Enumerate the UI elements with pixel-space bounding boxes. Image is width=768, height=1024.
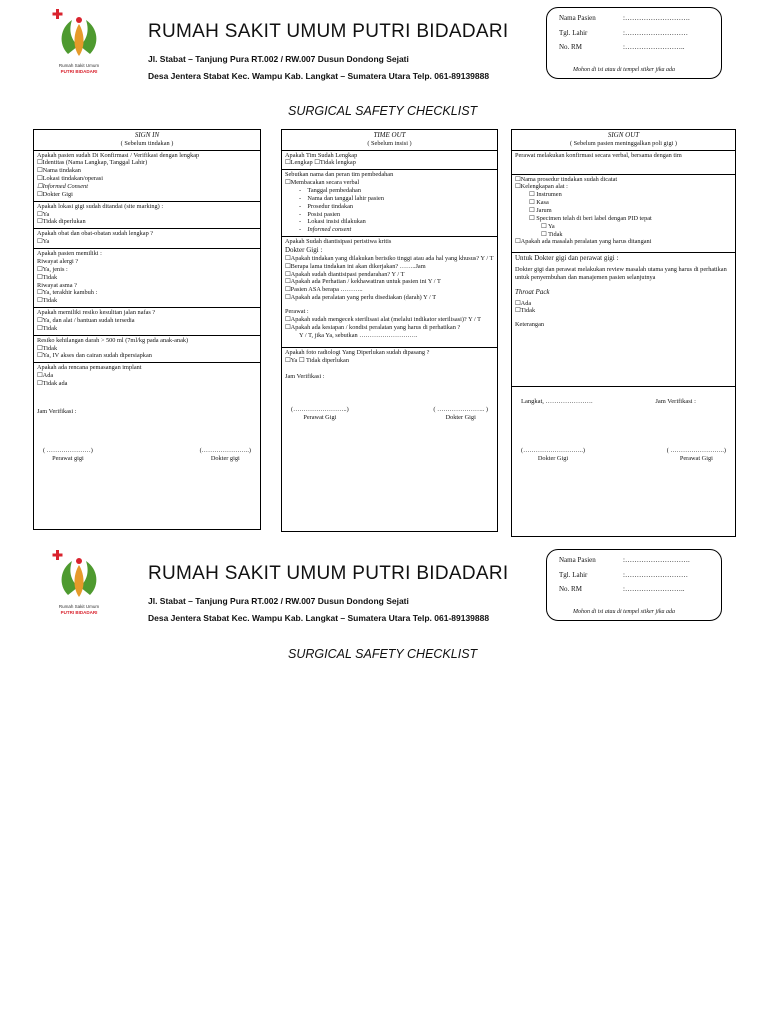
checkbox-implant-yes[interactable]: ☐Ada bbox=[37, 372, 54, 380]
sign-in-section-blood-loss bbox=[34, 336, 260, 364]
list-item-incision-text: Lokasi insisi dilakukan bbox=[307, 218, 366, 226]
time-out-verification-time[interactable]: Jam Verifikasi : bbox=[285, 373, 325, 381]
sign-in-q1: Apakah pasien sudah Di Konfirmasi / Verifikasi dengan lengkap bbox=[37, 151, 200, 159]
time-out-section-team bbox=[282, 151, 497, 171]
sign-in-signatures bbox=[37, 447, 257, 463]
sign-in-section-history bbox=[34, 249, 260, 308]
checkbox-bleeding[interactable]: ☐Apakah sudah diantisipasi pendarahan? Y / T bbox=[285, 270, 405, 278]
time-out-section-roles bbox=[282, 170, 497, 237]
sign-in-sig-nurse-label: Perawat gigi bbox=[52, 454, 84, 462]
time-out-sig-nurse-label: Perawat Gigi bbox=[303, 413, 337, 421]
sign-in-sig-dots-nurse[interactable]: ( …………………) bbox=[43, 446, 93, 454]
patient-rm-label-2: No. RM bbox=[559, 585, 582, 593]
equipment-specify[interactable]: Y / T, jika Ya, sebutkan ………………………. bbox=[299, 331, 418, 339]
checkbox-equipment-complete[interactable]: ☐Kelengkapan alat : bbox=[515, 183, 568, 191]
sign-in-section-implant bbox=[34, 363, 260, 490]
notes-label[interactable]: Keterangan bbox=[515, 321, 545, 329]
checkbox-implant-no[interactable]: ☐Tidak ada bbox=[37, 379, 68, 387]
place-date-field[interactable]: Langkat, …………………. bbox=[521, 398, 593, 406]
checkbox-procedure-location[interactable]: ☐Lokasi tindakan/operasi bbox=[37, 175, 103, 183]
patient-identity-box bbox=[546, 7, 722, 79]
list-item-patient: - Nama dan tanggal lahir pasien bbox=[299, 194, 384, 202]
patient-dob-value[interactable]: :……………………… bbox=[623, 29, 688, 37]
hospital-name: RUMAH SAKIT UMUM PUTRI BIDADARI bbox=[148, 21, 509, 42]
checkbox-blood-no[interactable]: ☐Tidak bbox=[37, 344, 58, 352]
checkbox-airway-no[interactable]: ☐Tidak bbox=[37, 324, 58, 332]
sign-out-section-review bbox=[512, 253, 735, 387]
sign-in-q6: Resiko kehilangan darah > 500 ml (7ml/kg pada anak-anak) bbox=[37, 336, 189, 344]
checkbox-asa[interactable]: ☐Pasien ASA berapa ……….. bbox=[285, 286, 363, 294]
patient-rm-value[interactable]: :…………………….. bbox=[623, 43, 685, 51]
address-line-2b: Desa Jentera Stabat Kec. Wampu Kab. Langkat – Sumatera Utara Telp. 061-89139888 bbox=[148, 613, 490, 623]
time-out-sig-dots-nurse[interactable]: (……………………..) bbox=[291, 405, 349, 413]
sign-out-q2: Untuk Dokter gigi dan perawat gigi : bbox=[515, 254, 619, 263]
address-line-1: Jl. Stabat – Tanjung Pura RT.002 / RW.007 Dusun Dondong Sejati bbox=[148, 54, 409, 64]
list-item-consent-text: Informed consent bbox=[307, 226, 352, 234]
logo-caption-2: PUTRI BIDADARI bbox=[60, 69, 98, 74]
sign-out-column bbox=[511, 129, 736, 537]
checkbox-airway-yes[interactable]: ☐Ya, dan alat / bantuan sudah tersedia bbox=[37, 316, 135, 324]
checkbox-dentist[interactable]: ☐Dokter Gigi bbox=[37, 190, 73, 198]
address-line-1b: Jl. Stabat – Tanjung Pura RT.002 / RW.007 Dusun Dondong Sejati bbox=[148, 596, 409, 606]
patient-name-label: Nama Pasien bbox=[559, 14, 596, 22]
sign-out-q1: Perawat melakukan konfirmasi secara verbal, bersama dengan tim bbox=[515, 151, 682, 159]
list-item-procedure-text: Prosedur tindakan bbox=[307, 202, 354, 210]
sign-in-section-medication bbox=[34, 229, 260, 249]
time-out-section-critical bbox=[282, 237, 497, 348]
checkbox-throat-pack-no[interactable]: ☐Tidak bbox=[515, 307, 536, 315]
review-text: Dokter gigi dan perawat melakukan review masalah utama yang harus di perhatikan untuk penyembuhan dan manajemen pasien selanjutnya bbox=[515, 266, 727, 281]
checkbox-allergy-no[interactable]: ☐Tidak bbox=[37, 273, 58, 281]
patient-box-note: Mohon di isi atau di tempel stiker jika ada bbox=[573, 67, 675, 73]
patient-identity-box-2 bbox=[546, 549, 722, 621]
checkbox-read-verbal[interactable]: ☐Membacakan secara verbal bbox=[285, 179, 360, 187]
checkbox-equipment-problem[interactable]: ☐Apakah ada masalah peralatan yang harus ditangani bbox=[515, 238, 652, 246]
sign-out-sig-nurse-label: Perawat Gigi bbox=[679, 455, 713, 463]
patient-rm-label: No. RM bbox=[559, 43, 582, 51]
patient-name-value[interactable]: :………………………. bbox=[623, 14, 690, 22]
checkbox-needle[interactable]: ☐ Jarum bbox=[529, 207, 552, 215]
hospital-name-2: RUMAH SAKIT UMUM PUTRI BIDADARI bbox=[148, 563, 509, 584]
time-out-q3: Apakah Sudah diantisipasi peristiwa kritis bbox=[285, 238, 392, 246]
patient-name-value-2[interactable]: :………………………. bbox=[623, 556, 690, 564]
sign-in-subtitle: ( Sebelum tindakan ) bbox=[120, 139, 174, 147]
time-out-sig-dots-dentist[interactable]: ( ………………….. ) bbox=[433, 405, 488, 413]
list-item-patient-text: Nama dan tanggal lahir pasien bbox=[307, 194, 384, 202]
sign-in-q7: Apakah ada rencana pemasangan implant bbox=[37, 364, 142, 372]
list-item-position-text: Posisi pasien bbox=[307, 210, 341, 218]
time-out-title: TIME OUT bbox=[373, 131, 406, 139]
patient-rm-value-2[interactable]: :…………………….. bbox=[623, 585, 685, 593]
time-out-signatures bbox=[285, 406, 494, 422]
sign-out-header bbox=[512, 130, 735, 151]
sign-in-q4: Apakah pasien memiliki : bbox=[37, 250, 102, 258]
sign-out-signatures bbox=[515, 447, 732, 463]
checkbox-throat-pack-yes[interactable]: ☐Ada bbox=[515, 299, 532, 307]
sign-out-section-checks bbox=[512, 175, 735, 254]
logo-caption-2b: PUTRI BIDADARI bbox=[60, 610, 98, 615]
checkbox-sterilization[interactable]: ☐Apakah sudah mengecek sterilisasi alat (melalui indikator sterilisasi)? Y / T bbox=[285, 315, 482, 323]
checkbox-procedure-recorded[interactable]: ☐Nama prosedur tindakan sudah dicatat bbox=[515, 175, 618, 183]
time-out-sig-dentist-label: Dokter Gigi bbox=[445, 413, 476, 421]
time-out-q4: Apakah foto radiologi Yang Diperlukan sudah dipasang ? bbox=[285, 349, 430, 357]
checkbox-asthma-no[interactable]: ☐Tidak bbox=[37, 297, 58, 305]
checkbox-meds-yes[interactable]: ☐Ya bbox=[37, 238, 50, 246]
list-item-procedure: - Prosedur tindakan bbox=[299, 202, 354, 210]
sign-in-q5: Apakah memiliki resiko kesulitan jalan nafas ? bbox=[37, 309, 156, 317]
checkbox-instrument[interactable]: ☐ Instrumen bbox=[529, 191, 562, 199]
sign-in-verification-time[interactable]: Jam Verifikasi : bbox=[37, 407, 77, 415]
checkbox-concern[interactable]: ☐Apakah ada Perhatian / kekhawatiran untuk pasien ini Y / T bbox=[285, 278, 441, 286]
time-out-q1: Apakah Tim Sudah Lengkap bbox=[285, 151, 358, 159]
list-item-date-text: Tanggal pembedahan bbox=[307, 187, 361, 195]
patient-box-note-2: Mohon di isi atau di tempel stiker jika ada bbox=[573, 609, 675, 615]
checkbox-site-yes[interactable]: ☐Ya bbox=[37, 210, 50, 218]
sign-in-q2: Apakah lokasi gigi sudah ditandai (site marking) : bbox=[37, 202, 164, 210]
sign-in-q3: Apakah obat dan obat-obatan sudah lengkap ? bbox=[37, 230, 154, 238]
checkbox-asthma-yes[interactable]: ☐Ya, terakhir kambuh : bbox=[37, 289, 98, 297]
sign-in-column bbox=[33, 129, 261, 530]
checkbox-site-not-needed[interactable]: ☐Tidak diperlukan bbox=[37, 218, 86, 226]
checkbox-specimen-no[interactable]: ☐ Tidak bbox=[541, 230, 563, 238]
sign-out-sig-dots-dentist[interactable]: (………………………..) bbox=[521, 447, 586, 455]
sign-out-verification-time[interactable]: Jam Verifikasi : bbox=[655, 398, 696, 406]
nurse-subheading: Perawat : bbox=[285, 307, 309, 315]
sign-in-sig-dots-dentist[interactable]: (…………………..) bbox=[199, 446, 251, 454]
sign-out-section-signatures bbox=[512, 387, 735, 465]
form-title-top: SURGICAL SAFETY CHECKLIST bbox=[288, 104, 478, 118]
checkbox-high-risk[interactable]: ☐Apakah tindakan yang dilakukan berisiko tinggi atau ada hal yang khusus? Y / T bbox=[285, 254, 494, 262]
time-out-header bbox=[282, 130, 497, 151]
checkbox-specimen-yes[interactable]: ☐ Ya bbox=[541, 222, 555, 230]
time-out-subtitle: ( Sebelum insisi ) bbox=[367, 139, 412, 147]
patient-dob-value-2[interactable]: :……………………… bbox=[623, 571, 688, 579]
patient-dob-label: Tgl. Lahir bbox=[559, 29, 588, 37]
list-item-consent: - Informed consent bbox=[299, 226, 352, 234]
sign-in-section-airway bbox=[34, 308, 260, 336]
dentist-subheading: Dokter Gigi : bbox=[285, 246, 323, 255]
checkbox-equipment-blood[interactable]: ☐Apakah ada peralatan yang perlu disediakan (darah) Y / T bbox=[285, 294, 437, 302]
list-item-incision: - Lokasi insisi dilakukan bbox=[299, 218, 366, 226]
list-item-position: - Posisi pasien bbox=[299, 210, 341, 218]
hospital-logo-bottom bbox=[48, 547, 110, 617]
hospital-logo-top bbox=[48, 6, 110, 76]
sign-out-sig-dots-nurse[interactable]: ( ……………………..) bbox=[666, 447, 726, 455]
sign-out-subtitle: ( Sebelum pasien meninggalkan poli gigi ) bbox=[569, 139, 678, 147]
sign-in-section-verification bbox=[34, 151, 260, 202]
checkbox-identity[interactable]: ☐Identitas (Nama Langkap, Tanggal Lahir) bbox=[37, 159, 148, 167]
sign-out-title: SIGN OUT bbox=[607, 131, 640, 139]
checkbox-informed-consent[interactable]: ☐Informed Consent bbox=[37, 183, 88, 191]
throat-pack-heading: Throat Pack bbox=[515, 287, 550, 296]
sign-in-section-site-marking bbox=[34, 202, 260, 230]
checkbox-team-complete[interactable]: ☐Lengkap ☐Tidak lengkap bbox=[285, 159, 356, 167]
checkbox-duration[interactable]: ☐Berapa lama tindakan ini akan dikerjakan? ……..Jam bbox=[285, 262, 426, 270]
asthma-label: Riwayat asma ? bbox=[37, 281, 77, 289]
sign-out-section-confirm bbox=[512, 151, 735, 175]
allergy-label: Riwayat alergi ? bbox=[37, 257, 79, 265]
checkbox-procedure-name[interactable]: ☐Nama tindakan bbox=[37, 167, 81, 175]
checkbox-allergy-yes[interactable]: ☐Ya, jenis : bbox=[37, 265, 68, 273]
sign-in-title: SIGN IN bbox=[134, 131, 160, 139]
time-out-column bbox=[281, 129, 498, 532]
sign-in-sig-dentist-label: Dokter gigi bbox=[210, 454, 240, 462]
logo-caption-1: Rumah Sakit Umum bbox=[58, 63, 100, 68]
sign-out-sig-dentist-label: Dokter Gigi bbox=[537, 455, 569, 463]
time-out-q2: Sebutkan nama dan peran tim pembedahan bbox=[285, 171, 394, 179]
sign-in-header bbox=[34, 130, 260, 151]
checkbox-radiology[interactable]: ☐Ya ☐ Tidak diperlukan bbox=[285, 357, 350, 365]
patient-name-label-2: Nama Pasien bbox=[559, 556, 596, 564]
checkbox-blood-yes[interactable]: ☐Ya, IV akses dan cairan sudah dipersiapkan bbox=[37, 352, 152, 360]
patient-dob-label-2: Tgl. Lahir bbox=[559, 571, 588, 579]
form-title-bottom: SURGICAL SAFETY CHECKLIST bbox=[288, 647, 478, 661]
checkbox-equipment-readiness[interactable]: ☐Apakah ada kesiapan / kondisi peralatan yang harus di perhatikan ? bbox=[285, 323, 461, 331]
checkbox-gauze[interactable]: ☐ Kasa bbox=[529, 199, 549, 207]
address-line-2: Desa Jentera Stabat Kec. Wampu Kab. Langkat – Sumatera Utara Telp. 061-89139888 bbox=[148, 71, 490, 81]
logo-caption-1b: Rumah Sakit Umum bbox=[58, 604, 100, 609]
time-out-section-radiology bbox=[282, 348, 497, 471]
checkbox-specimen-label[interactable]: ☐ Specimen telah di beri label dengan PID tepat bbox=[529, 214, 652, 222]
list-item-date: - Tanggal pembedahan bbox=[299, 187, 361, 195]
